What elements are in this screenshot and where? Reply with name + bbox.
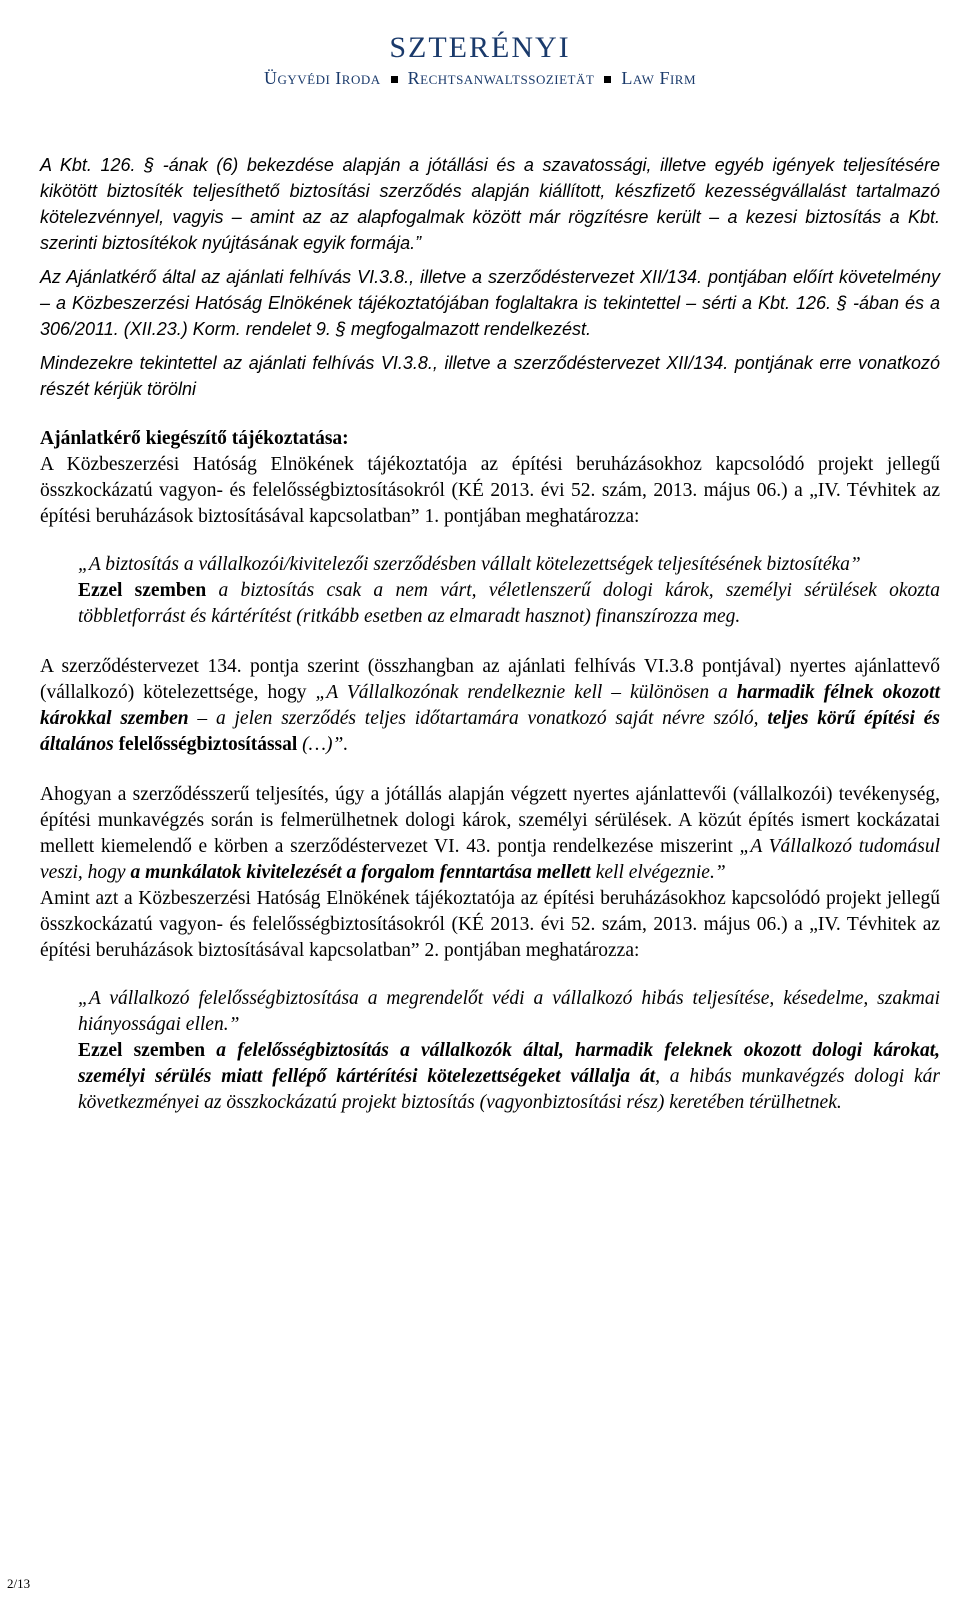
quote-2-bold: Ezzel szemben [78,1040,206,1061]
square-bullet-icon [604,76,611,83]
paragraph-kbt-126: A Kbt. 126. § -ának (6) bekezdése alapján a jótállási és a szavatossági, illetve egyéb igények teljesítésére kikötött biztosíték teljesíthető biztosítási szerződés alapján kiállított, készfizető kezességvállalást tartalmazó kötelezvénnyel, vagyis – amint az az alapfogalmak között már rögzítésre került – a kezesi biztosítás a Kbt. szerinti biztosítékok nyújtásának egyik formája.” [40,155,940,253]
p6-bold-1: a munkálatok kivitelezését a forgalom fenntartása mellett [130,862,591,883]
subtitle-en: Law Firm [621,68,697,88]
square-bullet-icon [391,76,398,83]
p6-text: Ahogyan a szerződésszerű teljesítés, úgy a jótállás alapján végzett nyertes ajánlattevői (vállalkozói) tevékenység, építési munkavégzés során is felmerülhetnek dologi károk, személyi sérülések. A közút építés ismert kockázatai mellett kiemelendő e körben a szerződéstervezet VI. 43. pontja rendelkezése miszerint [40,784,940,857]
p6-italic-1: „A Vállalkozó tudomásul veszi, hogy [40,836,940,883]
paragraph-warranty [40,782,940,886]
firm-subtitle [0,68,960,89]
supplementary-heading: Ajánlatkérő kiegészítő tájékoztatása: [40,428,349,449]
subtitle-hu: Ügyvédi Iroda [263,68,381,88]
quote-1-title: „A biztosítás a vállalkozói/kivitelezői szerződésben vállalt kötelezettségek teljesítésének biztosítéka” [78,554,861,575]
p6-italic-2: kell elvégeznie.” [590,862,726,883]
paragraph-requirement: Az Ajánlatkérő által az ajánlati felhívás VI.3.8., illetve a szerződéstervezet XII/134. pontjában előírt követelmény – a Közbeszerzési Hatóság Elnökének tájékoztatójában foglaltakra is tekintettel – sérti a Kbt. 126. § -ában és a 306/2011. (XII.23.) Korm. rendelet 9. § megfogalmazott rendelkezést. [40,267,940,339]
quote-2-text: , a hibás munkavégzés dologi kár következményei az összkockázatú projekt biztosítás (vagyonbiztosítási rész) keretében térülhetnek. [78,1066,940,1113]
p5-text: A szerződéstervezet 134. pontja szerint (összhangban az ajánlati felhívás VI.3.8 pontjával) nyertes ajánlattevő (vállalkozó) kötelezettsége, hogy [40,656,940,703]
quote-1-bold: Ezzel szemben [78,580,207,601]
p5-italic-3: (…)”. [297,734,349,755]
letterhead [0,30,960,89]
subtitle-de: Rechtsanwaltssozietät [407,68,595,88]
quote-2-bold-italic: a felelősségbiztosítás a vállalkozók által, harmadik feleknek okozott dologi károkat, személyi sérülés miatt fellépő kártérítési kötelezettségeket vállalja át [78,1040,940,1087]
quote-1-text: a biztosítás csak a nem várt, véletlenszerű dologi károk, személyi sérülések okozta többletforrást és kártérítést (ritkább esetben az elmaradt hasznot) finanszírozza meg. [78,580,940,627]
p5-bold-1: harmadik félnek okozott károkkal szemben [40,682,940,729]
p5-bold-3: felelősségbiztosítással [118,734,298,755]
supplementary-text: A Közbeszerzési Hatóság Elnökének tájékoztatója az építési beruházásokhoz kapcsolódó projekt jellegű összkockázatú vagyon- és felelősségbiztosításokról (KÉ 2013. évi 52. szám, 2013. május 06.) a „IV. Tévhitek az építési beruházások biztosításával kapcsolatban” 1. pontjában meghatározza: [40,454,940,527]
quote-1 [78,552,940,630]
paragraph-authority-2: Amint azt a Közbeszerzési Hatóság Elnökének tájékoztatója az építési beruházásokhoz kapcsolódó projekt jellegű összkockázatú vagyon- és felelősségbiztosításokról (KÉ 2013. évi 52. szám, 2013. május 06.) a „IV. Tévhitek az építési beruházások biztosításával kapcsolatban” 2. pontjában meghatározza: [40,888,940,961]
p5-bold-2: teljes körű építési és általános [40,708,941,755]
page-number: 2/13 [7,1576,31,1591]
paragraph-contract-134 [40,654,940,758]
p5-italic-2: – a jelen szerződés teljes időtartamára vonatkozó saját névre szóló, [188,708,768,729]
paragraph-supplementary-info [40,426,940,530]
p5-italic-1: „A Vállalkozónak rendelkeznie kell – különösen a [315,682,737,703]
paragraph-request-delete: Mindezekre tekintettel az ajánlati felhívás VI.3.8., illetve a szerződéstervezet XII/134. pontjának erre vonatkozó részét kérjük törölni [40,353,940,399]
quote-2-title: „A vállalkozó felelősségbiztosítása a megrendelőt védi a vállalkozó hibás teljesítése, késedelme, szakmai hiányosságai ellen.” [78,988,940,1035]
firm-name: SZTERÉNYI [389,31,571,64]
quote-2 [78,986,940,1116]
document-body [40,152,940,1116]
